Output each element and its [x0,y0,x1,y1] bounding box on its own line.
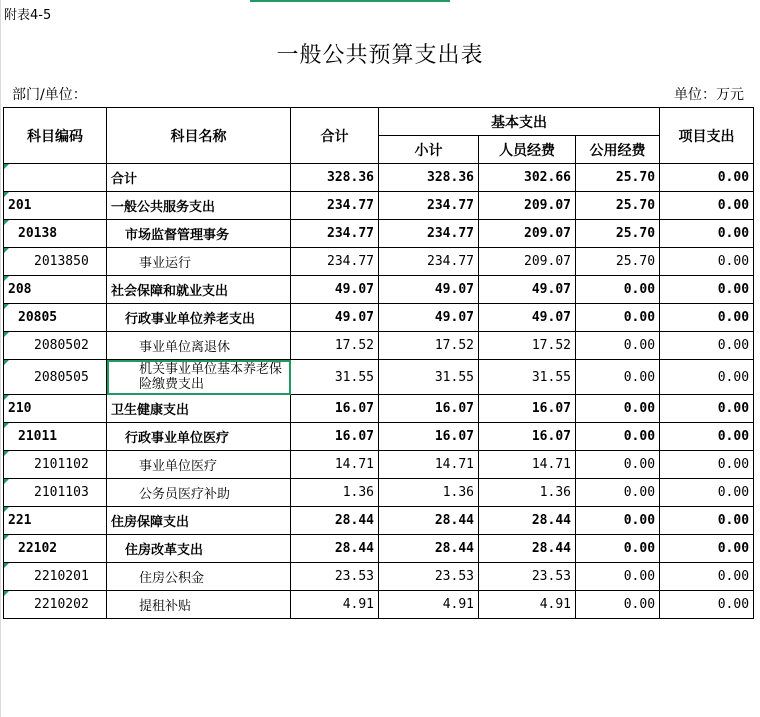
public-cell[interactable]: 25.70 [576,220,660,248]
total-cell[interactable]: 16.07 [291,423,379,451]
subtotal-cell[interactable]: 234.77 [379,248,479,276]
project-cell[interactable]: 0.00 [660,591,754,619]
personnel-cell[interactable]: 49.07 [479,304,576,332]
code-cell[interactable]: 2210201 [4,563,107,591]
table-row [4,276,754,304]
total-cell[interactable]: 17.52 [291,332,379,360]
public-cell[interactable]: 0.00 [576,451,660,479]
table-row [4,192,754,220]
code-cell[interactable]: 201 [4,192,107,220]
total-cell[interactable]: 49.07 [291,276,379,304]
code-cell[interactable]: 21011 [4,423,107,451]
public-cell[interactable]: 0.00 [576,395,660,423]
total-cell[interactable]: 234.77 [291,248,379,276]
header-public[interactable]: 公用经费 [576,136,660,164]
total-cell[interactable]: 1.36 [291,479,379,507]
total-cell[interactable]: 28.44 [291,507,379,535]
personnel-cell[interactable]: 209.07 [479,220,576,248]
code-cell[interactable]: 2210202 [4,591,107,619]
name-cell[interactable]: 住房公积金 [107,563,291,591]
name-cell[interactable]: 卫生健康支出 [107,395,291,423]
project-cell[interactable]: 0.00 [660,164,754,192]
subtotal-cell[interactable]: 49.07 [379,304,479,332]
public-cell[interactable]: 0.00 [576,563,660,591]
project-cell[interactable]: 0.00 [660,395,754,423]
table-row [4,451,754,479]
page-title: 一般公共预算支出表 [276,43,484,68]
total-cell[interactable]: 16.07 [291,395,379,423]
code-cell[interactable]: 221 [4,507,107,535]
public-cell[interactable]: 0.00 [576,591,660,619]
code-cell[interactable]: 208 [4,276,107,304]
table-row [4,304,754,332]
personnel-cell[interactable]: 17.52 [479,332,576,360]
project-cell[interactable]: 0.00 [660,276,754,304]
project-cell[interactable]: 0.00 [660,332,754,360]
subtotal-cell[interactable]: 23.53 [379,563,479,591]
name-cell[interactable]: 事业单位医疗 [107,451,291,479]
project-cell[interactable]: 0.00 [660,192,754,220]
personnel-cell[interactable]: 302.66 [479,164,576,192]
name-cell[interactable]: 市场监督管理事务 [107,220,291,248]
name-cell[interactable]: 住房改革支出 [107,535,291,563]
name-cell[interactable]: 社会保障和就业支出 [107,276,291,304]
subtotal-cell[interactable]: 1.36 [379,479,479,507]
code-cell[interactable] [4,164,107,192]
header-name[interactable]: 科目名称 [107,108,291,164]
total-cell[interactable]: 234.77 [291,192,379,220]
header-project[interactable]: 项目支出 [660,108,754,164]
header-row-1 [4,108,754,136]
table-row [4,248,754,276]
total-cell[interactable]: 328.36 [291,164,379,192]
public-cell[interactable]: 0.00 [576,507,660,535]
subtotal-cell[interactable]: 16.07 [379,395,479,423]
name-cell[interactable]: 合计 [107,164,291,192]
table-row [4,360,754,395]
project-cell[interactable]: 0.00 [660,479,754,507]
total-cell[interactable]: 28.44 [291,535,379,563]
personnel-cell[interactable]: 4.91 [479,591,576,619]
subtotal-cell[interactable]: 14.71 [379,451,479,479]
public-cell[interactable]: 0.00 [576,304,660,332]
department-label: 部门/单位： [12,87,87,103]
personnel-cell[interactable]: 14.71 [479,451,576,479]
total-cell[interactable]: 49.07 [291,304,379,332]
public-cell[interactable]: 25.70 [576,192,660,220]
project-cell[interactable]: 0.00 [660,507,754,535]
annex-label: 附表4-5 [4,8,52,23]
personnel-cell[interactable]: 209.07 [479,192,576,220]
public-cell[interactable]: 0.00 [576,332,660,360]
budget-table [3,107,754,619]
personnel-cell[interactable]: 28.44 [479,507,576,535]
table-row [4,164,754,192]
project-cell[interactable]: 0.00 [660,220,754,248]
subtotal-cell[interactable]: 234.77 [379,220,479,248]
code-cell[interactable]: 2101103 [4,479,107,507]
code-cell[interactable]: 2013850 [4,248,107,276]
personnel-cell[interactable]: 23.53 [479,563,576,591]
unit-label: 单位：万元 [674,87,744,103]
subtotal-cell[interactable]: 49.07 [379,276,479,304]
total-cell[interactable]: 234.77 [291,220,379,248]
subtotal-cell[interactable]: 28.44 [379,535,479,563]
table-row [4,423,754,451]
header-code[interactable]: 科目编码 [4,108,107,164]
public-cell[interactable]: 0.00 [576,423,660,451]
public-cell[interactable]: 25.70 [576,164,660,192]
subtotal-cell[interactable]: 4.91 [379,591,479,619]
table-row [4,332,754,360]
project-cell[interactable]: 0.00 [660,304,754,332]
subtotal-cell[interactable]: 17.52 [379,332,479,360]
code-cell[interactable]: 210 [4,395,107,423]
name-cell[interactable]: 事业单位离退休 [107,332,291,360]
subtotal-cell[interactable]: 31.55 [379,360,479,395]
header-subtotal[interactable]: 小计 [379,136,479,164]
project-cell[interactable]: 0.00 [660,248,754,276]
name-cell[interactable]: 行政事业单位医疗 [107,423,291,451]
table-row [4,220,754,248]
subtotal-cell[interactable]: 16.07 [379,423,479,451]
code-cell[interactable]: 2080505 [4,360,107,395]
public-cell[interactable]: 25.70 [576,248,660,276]
code-cell[interactable]: 20805 [4,304,107,332]
total-cell[interactable]: 4.91 [291,591,379,619]
code-cell[interactable]: 22102 [4,535,107,563]
name-cell[interactable]: 提租补贴 [107,591,291,619]
personnel-cell[interactable]: 1.36 [479,479,576,507]
code-cell[interactable]: 20138 [4,220,107,248]
subtotal-cell[interactable]: 234.77 [379,192,479,220]
personnel-cell[interactable]: 16.07 [479,395,576,423]
header-personnel[interactable]: 人员经费 [479,136,576,164]
name-cell[interactable]: 一般公共服务支出 [107,192,291,220]
table-row [4,535,754,563]
code-cell[interactable]: 2080502 [4,332,107,360]
name-cell[interactable]: 机关事业单位基本养老保险缴费支出 [107,360,291,395]
table-row [4,591,754,619]
personnel-cell[interactable]: 31.55 [479,360,576,395]
sheet-gridline [0,0,1,717]
name-cell[interactable]: 行政事业单位养老支出 [107,304,291,332]
personnel-cell[interactable]: 28.44 [479,535,576,563]
name-cell[interactable]: 住房保障支出 [107,507,291,535]
name-cell[interactable]: 公务员医疗补助 [107,479,291,507]
project-cell[interactable]: 0.00 [660,563,754,591]
total-cell[interactable]: 23.53 [291,563,379,591]
personnel-cell[interactable]: 16.07 [479,423,576,451]
subtotal-cell[interactable]: 28.44 [379,507,479,535]
public-cell[interactable]: 0.00 [576,360,660,395]
table-row [4,479,754,507]
table-row [4,563,754,591]
public-cell[interactable]: 0.00 [576,479,660,507]
header-total[interactable]: 合计 [291,108,379,164]
project-cell[interactable]: 0.00 [660,360,754,395]
public-cell[interactable]: 0.00 [576,535,660,563]
personnel-cell[interactable]: 49.07 [479,276,576,304]
code-cell[interactable]: 2101102 [4,451,107,479]
subtotal-cell[interactable]: 328.36 [379,164,479,192]
name-cell[interactable]: 事业运行 [107,248,291,276]
total-cell[interactable]: 14.71 [291,451,379,479]
column-selection-indicator [250,0,450,2]
total-cell[interactable]: 31.55 [291,360,379,395]
project-cell[interactable]: 0.00 [660,535,754,563]
public-cell[interactable]: 0.00 [576,276,660,304]
project-cell[interactable]: 0.00 [660,451,754,479]
project-cell[interactable]: 0.00 [660,423,754,451]
table-row [4,507,754,535]
header-basic[interactable]: 基本支出 [379,108,660,136]
personnel-cell[interactable]: 209.07 [479,248,576,276]
table-row [4,395,754,423]
